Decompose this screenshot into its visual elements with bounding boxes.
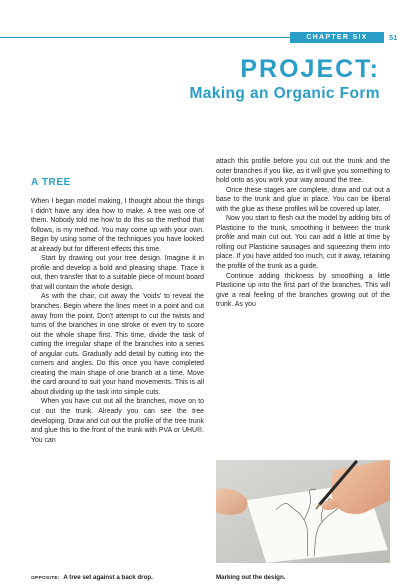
left-column <box>31 197 204 445</box>
photo-illustration <box>216 460 390 563</box>
paragraph: Once these stages are complete, draw and cut out a base to the trunk and glue in place. You can be liberal with the glue as these profiles will be covered up later. <box>216 186 390 213</box>
project-title: PROJECT: <box>240 55 380 83</box>
right-column <box>216 157 390 310</box>
caption-photo: Marking out the design. <box>216 574 286 581</box>
paragraph: Now you start to flesh out the model by adding bits of Plasticine to the trunk, smoothing it between the trunk profile and main cut out. You can add a little at time by rolling out Plasticine sausages and squeezing them into place. If you have added too much, cut it away, retaining the profile of the trunk as a guide. <box>216 215 390 271</box>
project-subtitle: Making an Organic Form <box>189 85 380 102</box>
caption-label: OPPOSITE: <box>31 576 60 581</box>
paragraph: As with the chair, cut away the 'voids' to reveal the branches. Begin where the lines meet in a point and cut away from the point. Don't attempt to cut the twists and turns of the branches in one stroke or even try to score out the whole shape first. This time, divide the task of cutting the irregular shape of the branches into a series of angular cuts. Gradually add detail by cutting into the corners and angles. Do this once you have completed creating the main shape of one branch at a time. Move the card around to suit your hand movements. This is all about dividing up the task into simple cuts. <box>31 293 204 396</box>
header-rule <box>0 37 290 38</box>
hand-drawing-tree-photo <box>216 460 390 563</box>
chapter-label: CHAPTER SIX <box>290 32 384 43</box>
paragraph: Continue adding thickness by smoothing a little Plasticine up into the first part of the branches. This will give a real feeling of the branches growing out of the trunk. As you <box>216 272 390 309</box>
paragraph: When you have cut out all the branches, move on to cut out the trunk. Already you can see the tree developing. Draw and cut out the profile of the tree trunk and glue this to the front of the trunk with PVA or UHU®. You can <box>31 398 204 444</box>
paragraph: attach this profile before you cut out the trunk and the outer branches if you like, as it will give you something to hold onto as you work your way around the tree. <box>216 158 390 185</box>
caption-text: A tree set against a back drop. <box>63 574 153 581</box>
chapter-header <box>0 32 416 43</box>
section-heading: A TREE <box>31 177 71 188</box>
paragraph: When I began model making, I thought about the things I didn't have any idea how to make. A tree was one of them. Nobody told me how to do this so the method that follows, is my method. You may come up with your own. Begin by using some of the techniques you have looked at already but for different effects this time. <box>31 198 204 253</box>
page-number: 51 <box>389 33 398 42</box>
caption-opposite <box>31 574 153 581</box>
paragraph: Start by drawing out your tree design. Imagine it in profile and develop a bold and pleasing shape. Trace it out, then transfer that to a suitable piece of mount board that will contain the whole design. <box>31 255 204 291</box>
